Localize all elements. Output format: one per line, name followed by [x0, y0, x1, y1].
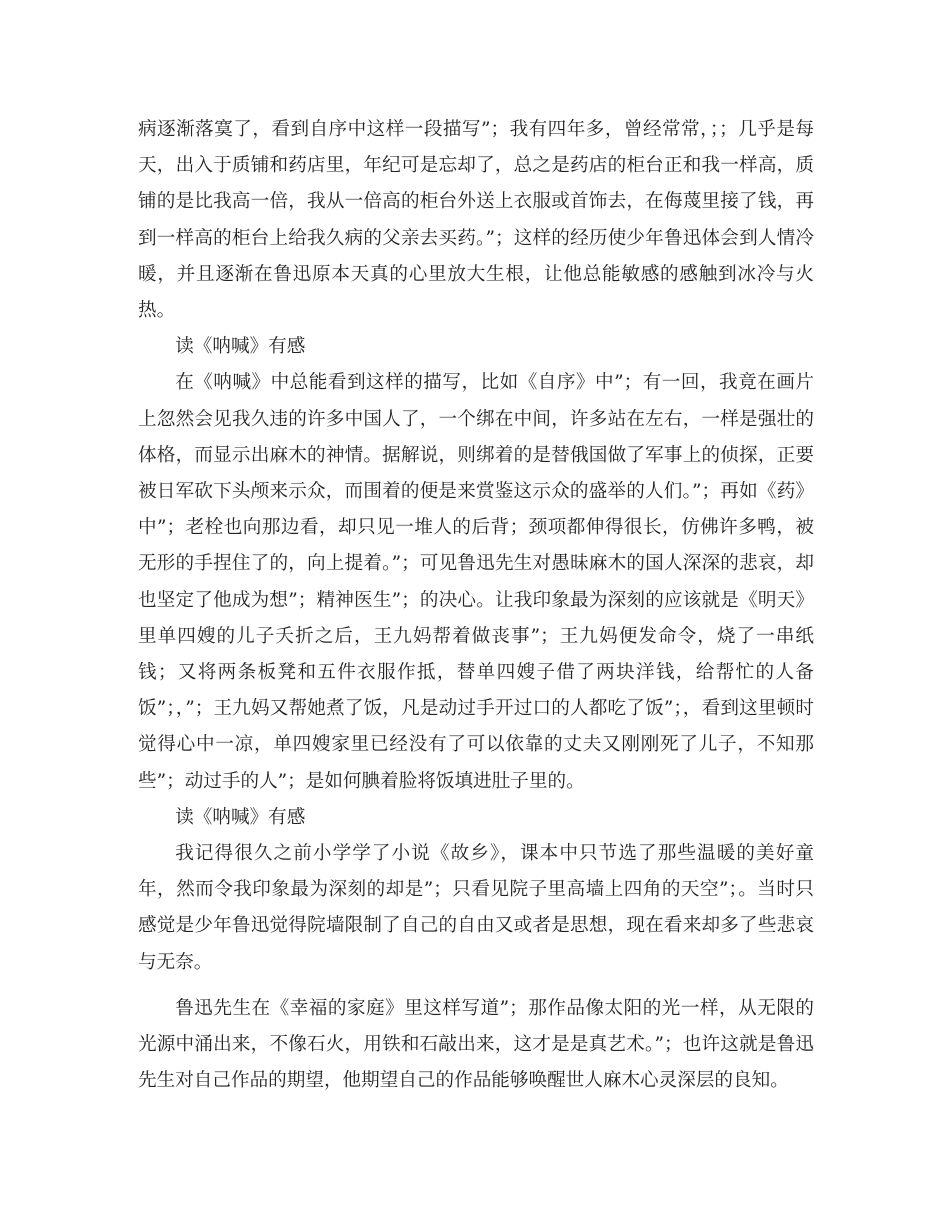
body-paragraph: 鲁迅先生在《幸福的家庭》里这样写道”；那作品像太阳的光一样，从无限的光源中涌出来，不像石火，用铁和石敲出来，这才是是真艺术。”；也许这就是鲁迅先生对自己作品的期望，他期望自己的作品能够唤醒世人麻木心灵深层的良知。 — [138, 997, 814, 1092]
section-heading: 读《呐喊》有感 — [175, 336, 306, 358]
body-paragraph: 我记得很久之前小学学了小说《故乡》，课本中只节选了那些温暖的美好童年，然而令我印象最为深刻的却是”；只看见院子里高墙上四角的天空”；。当时只感觉是少年鲁迅觉得院墙限制了自己的自由又或者是思想，现在看来却多了些悲哀与无奈。 — [138, 843, 814, 973]
section-heading: 读《呐喊》有感 — [175, 806, 306, 828]
paragraph-continuation: 病逐渐落寞了，看到自序中这样一段描写”；我有四年多，曾经常常，；；几乎是每天，出入于质铺和药店里，年纪可是忘却了，总之是药店的柜台正和我一样高，质铺的是比我高一倍，我从一倍高的柜台外送上衣服或首饰去，在侮蔑里接了钱，再到一样高的柜台上给我久病的父亲去买药。”；这样的经历使少年鲁迅体会到人情冷暖，并且逐渐在鲁迅原本天真的心里放大生根，让他总能敏感的感触到冰冷与火热。 — [138, 119, 814, 322]
body-paragraph: 在《呐喊》中总能看到这样的描写，比如《自序》中”；有一回，我竟在画片上忽然会见我久违的许多中国人了，一个绑在中间，许多站在左右，一样是强壮的体格，而显示出麻木的神情。据解说，则绑着的是替俄国做了军事上的侦探，正要被日军砍下头颅来示众，而围着的便是来赏鉴这示众的盛举的人们。”；再如《药》中”；老栓也向那边看，却只见一堆人的后背；颈项都伸得很长，仿佛许多鸭，被无形的手捏住了的，向上提着。”；可见鲁迅先生对愚昧麻木的国人深深的悲哀，却也坚定了他成为想”；精神医生”；的决心。让我印象最为深刻的应该就是《明天》里单四嫂的儿子夭折之后，王九妈帮着做丧事”；王九妈便发命令，烧了一串纸钱；又将两条板凳和五件衣服作抵，替单四嫂子借了两块洋钱，给帮忙的人备饭”；，”；王九妈又帮她煮了饭，凡是动过手开过口的人都吃了饭”；，看到这里顿时觉得心中一凉，单四嫂家里已经没有了可以依靠的丈夫又刚刚死了儿子，不知那些”；动过手的人”；是如何腆着脸将饭填进肚子里的。 — [138, 372, 814, 792]
document-page — [138, 112, 814, 1099]
